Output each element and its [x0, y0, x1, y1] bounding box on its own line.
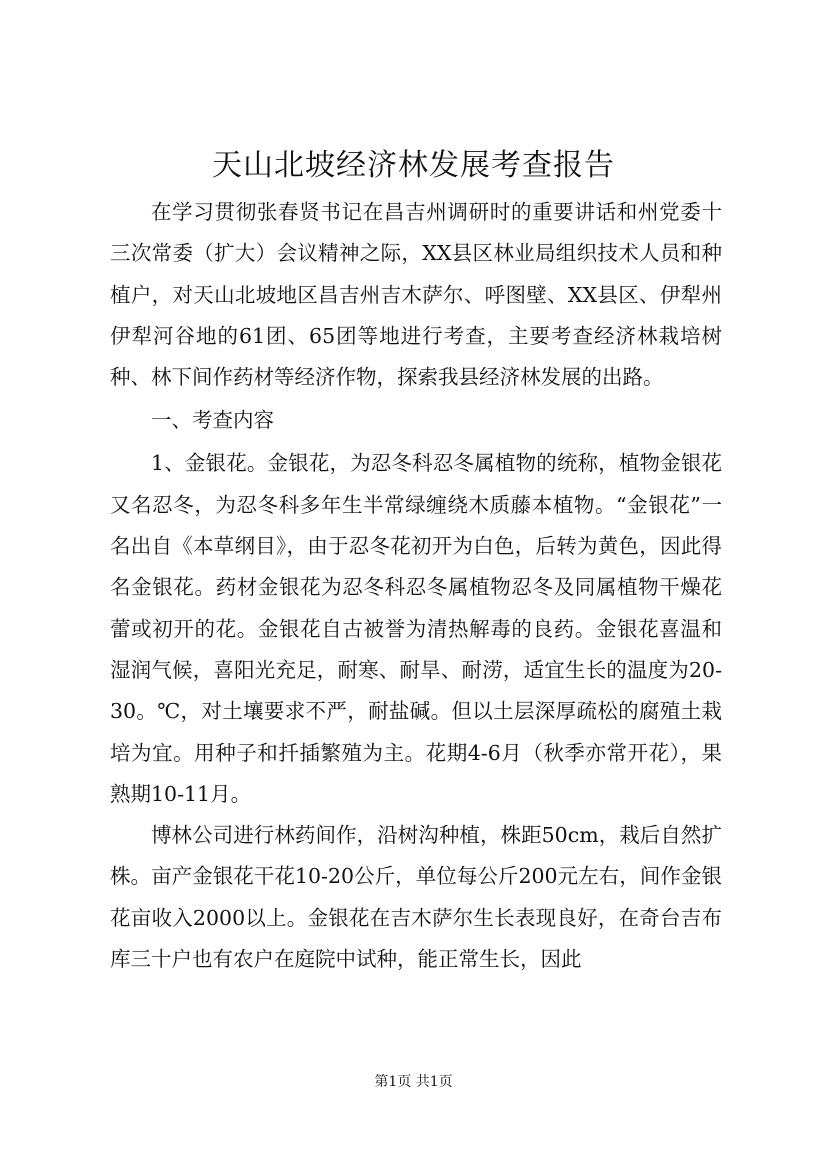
- intro-paragraph: 在学习贯彻张春贤书记在昌吉州调研时的重要讲话和州党委十三次常委（扩大）会议精神之际，XX县区林业局组织技术人员和种植户，对天山北坡地区昌吉州吉木萨尔、呼图壁、XX县区、伊犁州伊犁河谷地的61团、65团等地进行考查，主要考查经济林栽培树种、林下间作药材等经济作物，探索我县经济林发展的出路。: [110, 200, 722, 390]
- section-heading: 一、考查内容: [151, 408, 274, 433]
- document-title: 天山北坡经济林发展考查报告: [212, 148, 615, 183]
- page-footer: 第1页 共1页: [374, 1074, 453, 1090]
- company-paragraph: 博林公司进行林药间作，沿树沟种植，株距50cm，栽后自然扩株。亩产金银花干花10-20公斤，单位每公斤200元左右，间作金银花亩收入2000以上。金银花在吉木萨尔生长表现良好，在奇台吉布库三十户也有农户在庭院中试种，能正常生长，因此: [110, 823, 722, 972]
- honeysuckle-paragraph: 1、金银花。金银花，为忍冬科忍冬属植物的统称，植物金银花又名忍冬，为忍冬科多年生半常绿缠绕木质藤本植物。“金银花”一名出自《本草纲目》，由于忍冬花初开为白色，后转为黄色，因此得名金银花。药材金银花为忍冬科忍冬属植物忍冬及同属植物干燥花蕾或初开的花。金银花自古被誉为清热解毒的良药。金银花喜温和湿润气候，喜阳光充足，耐寒、耐旱、耐涝，适宜生长的温度为20-30。℃，对土壤要求不严，耐盐碱。但以土层深厚疏松的腐殖土栽培为宜。用种子和扦插繁殖为主。花期4-6月（秋季亦常开花），果熟期10-11月。: [110, 451, 722, 806]
- document-body: [110, 192, 722, 980]
